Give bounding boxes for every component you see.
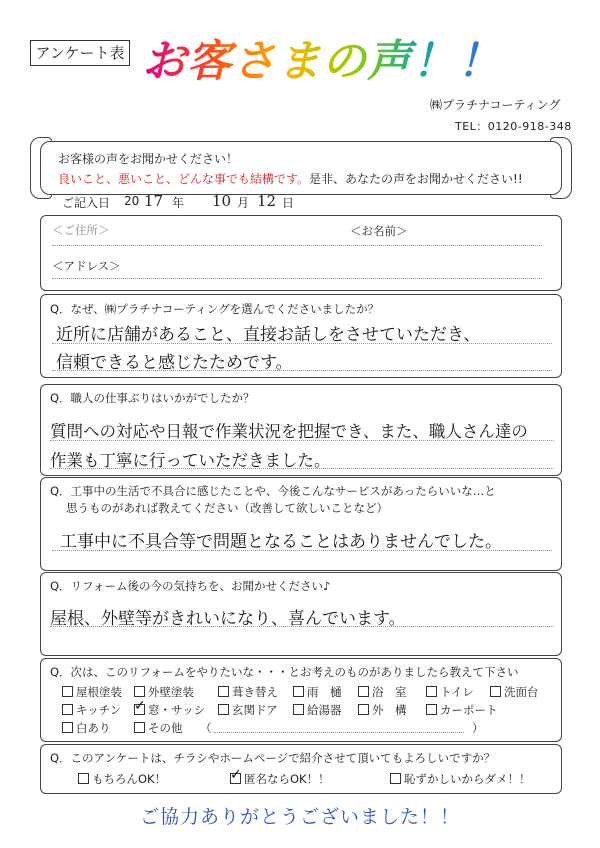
- address-line[interactable]: [52, 245, 542, 246]
- option-bathroom[interactable]: [358, 684, 407, 700]
- option-label: トイレ: [440, 685, 474, 699]
- option-label: 葺き替え: [232, 685, 278, 699]
- option-label: カーポート: [440, 703, 498, 717]
- other-input-line[interactable]: [214, 732, 464, 733]
- consent-anonymous-label: 匿名ならOK！！: [244, 772, 330, 786]
- checkbox[interactable]: [426, 686, 437, 697]
- date-month-unit: 月: [237, 196, 250, 210]
- q2-question: Q．職人の仕事ぶりはいかがでしたか？: [50, 391, 255, 405]
- q1-underline-2: [52, 370, 552, 371]
- address-label: ＜ご住所＞: [52, 223, 110, 237]
- other-paren-close: ）: [472, 721, 484, 735]
- option-label: 屋根塗装: [76, 685, 122, 699]
- option-label: 白あり: [76, 721, 111, 735]
- date-row: [62, 194, 402, 214]
- thanks-footer: ご協力ありがとうございました！！: [139, 806, 460, 828]
- intro-line-2-rest: 是非、あなたの声をお聞かせください!!: [309, 172, 523, 186]
- option-label: 外 構: [372, 703, 407, 717]
- option-entrance-door[interactable]: [218, 702, 278, 718]
- checkbox[interactable]: [293, 686, 304, 697]
- q3-underline-1: [52, 550, 552, 551]
- phone-number: TEL：0120-918-348: [455, 120, 572, 133]
- checkbox-checked[interactable]: [134, 704, 145, 715]
- checkbox[interactable]: [358, 686, 369, 697]
- checkbox[interactable]: [358, 704, 369, 715]
- date-label: ご記入日: [62, 196, 111, 210]
- intro-line-1: お客様の声をお聞かせください！: [58, 152, 239, 166]
- option-label: その他: [148, 721, 183, 735]
- q4-underline-1: [50, 626, 554, 627]
- intro-line-2-red: 良いこと、悪いこと、どんな事でも結構です。: [58, 172, 310, 186]
- consent-ok[interactable]: [78, 771, 166, 787]
- checkbox[interactable]: [426, 704, 437, 715]
- q1-answer-line-1[interactable]: 近所に店舗があること、直接お話しをさせていただき、: [56, 325, 481, 345]
- option-toilet[interactable]: [426, 684, 474, 700]
- q1-underline-1: [52, 343, 552, 344]
- checkbox[interactable]: [218, 686, 229, 697]
- intro-line-2: [58, 170, 523, 187]
- date-day-unit: 日: [282, 196, 295, 210]
- checkbox[interactable]: [293, 704, 304, 715]
- q6-question: Q．このアンケートは、チラシやホームページで紹介させて頂いてもよろしいですか？: [50, 751, 496, 765]
- checkbox[interactable]: [390, 773, 401, 784]
- checkbox[interactable]: [490, 686, 501, 697]
- q1-question: Q．なぜ、㈱プラチナコーティングを選んでくださいましたか？: [50, 302, 380, 316]
- option-termite[interactable]: [62, 720, 111, 736]
- checkbox[interactable]: [134, 686, 145, 697]
- address2-label: ＜アドレス＞: [52, 259, 121, 273]
- checkbox[interactable]: [78, 773, 89, 784]
- q4-question: Q．リフォーム後の今の気持ちを、お聞かせください♪: [50, 579, 331, 593]
- option-roof-paint[interactable]: [62, 684, 122, 700]
- option-washbasin[interactable]: [490, 684, 539, 700]
- date-year-prefix: 20: [124, 194, 140, 208]
- option-label: 洗面台: [504, 685, 539, 699]
- option-label: 外壁塗装: [148, 685, 194, 699]
- q5-question: Q．次は、このリフォームをやりたいな・・・とお考えのものがありましたら教えて下さい: [50, 665, 519, 679]
- option-kitchen[interactable]: [62, 702, 121, 718]
- date-year[interactable]: 17: [144, 192, 164, 210]
- option-label: 雨 樋: [307, 685, 342, 699]
- survey-tag: アンケート表: [30, 40, 130, 66]
- q4-answer-line-1[interactable]: 屋根、外壁等がきれいになり、喜んでいます。: [50, 609, 406, 629]
- option-window[interactable]: [134, 702, 205, 718]
- checkbox[interactable]: [62, 704, 73, 715]
- option-water-heater[interactable]: [293, 702, 342, 718]
- option-label: 窓・サッシ: [148, 703, 206, 717]
- q3-question-line-2: 思うものがあれば教えてください（改善して欲しいことなど）: [66, 501, 388, 515]
- option-label: 浴 室: [372, 685, 407, 699]
- address2-line[interactable]: [52, 278, 542, 279]
- option-other[interactable]: [134, 720, 183, 736]
- q2-answer-line-1[interactable]: 質問への対応や日報で作業状況を把握でき、また、職人さん達の: [50, 422, 528, 441]
- checkbox[interactable]: [62, 686, 73, 697]
- consent-no[interactable]: [390, 771, 531, 787]
- option-gutter[interactable]: [293, 684, 342, 700]
- consent-ok-label: もちろんOK！: [92, 772, 167, 786]
- date-year-unit: 年: [172, 196, 185, 210]
- q2-answer-line-2[interactable]: 作業も丁寧に行っていただきました。: [50, 451, 331, 470]
- option-label: キッチン: [76, 703, 122, 717]
- page-title: お客さまの声！！: [142, 30, 522, 94]
- consent-no-label: 恥ずかしいからダメ！！: [404, 772, 531, 786]
- date-day[interactable]: 12: [257, 192, 277, 210]
- date-month[interactable]: 10: [212, 192, 232, 210]
- q3-answer-line-1[interactable]: 工事中に不具合等で問題となることはありませんでした。: [60, 532, 502, 552]
- checkbox[interactable]: [218, 704, 229, 715]
- checkbox[interactable]: [134, 722, 145, 733]
- q3-question-line-1: Q．工事中の生活で不具合に感じたことや、今後こんなサービスがあったらいいな…と: [50, 484, 496, 498]
- consent-anonymous[interactable]: [230, 771, 330, 787]
- q1-answer-line-2[interactable]: 信頼できると感じたためです。: [56, 353, 293, 373]
- checkbox[interactable]: [62, 722, 73, 733]
- option-carport[interactable]: [426, 702, 498, 718]
- option-reroof[interactable]: [218, 684, 278, 700]
- name-label: ＜お名前＞: [350, 224, 408, 238]
- checkbox-checked[interactable]: [230, 773, 241, 784]
- option-exterior[interactable]: [358, 702, 407, 718]
- option-label: 給湯器: [307, 703, 342, 717]
- q2-underline-1: [50, 440, 554, 441]
- company-name: ㈱プラチナコーティング: [430, 98, 561, 112]
- customer-info-panel: [40, 215, 562, 291]
- option-label: 玄関ドア: [232, 703, 278, 717]
- q2-underline-2: [50, 468, 554, 469]
- other-paren-open: （: [200, 721, 212, 735]
